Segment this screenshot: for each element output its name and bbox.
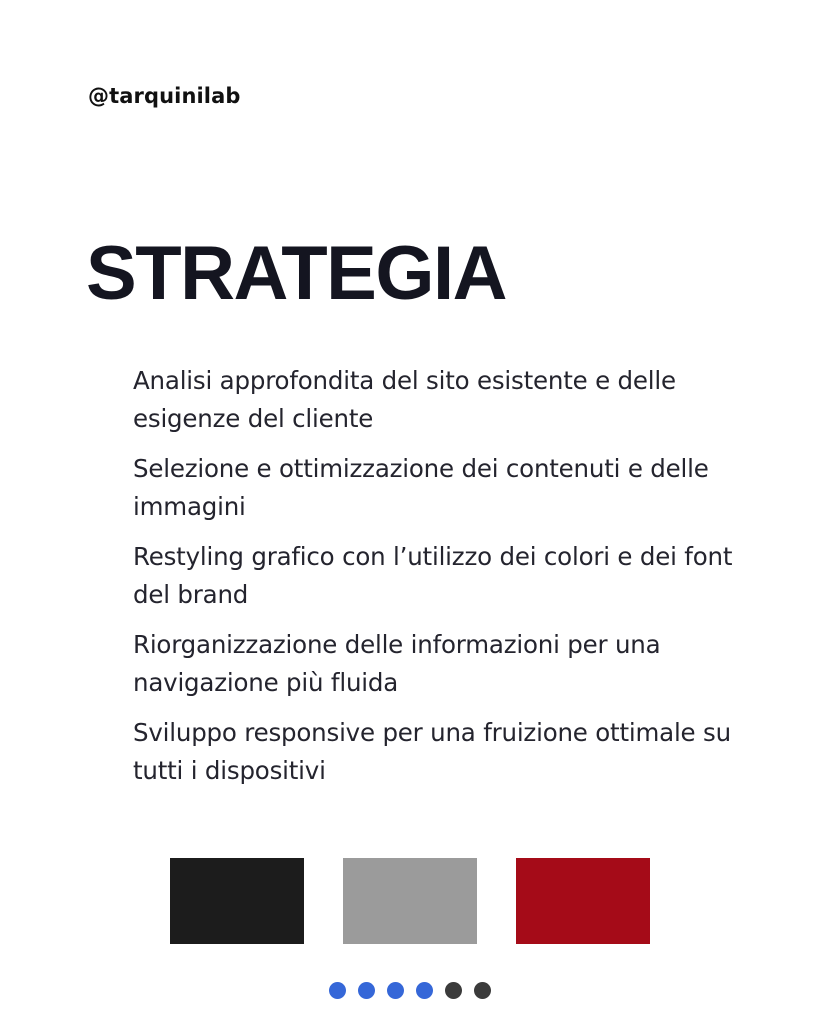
color-swatch-gray (343, 858, 477, 944)
page-title: STRATEGIA (86, 231, 506, 316)
strategy-list (133, 362, 773, 802)
account-handle: @tarquinilab (88, 84, 241, 108)
strategy-item-content-selection: Selezione e ottimizzazione dei contenuti e delle immagini (133, 454, 709, 521)
pagination-dot-3[interactable] (387, 982, 404, 999)
carousel-pagination (329, 982, 491, 999)
pagination-dot-6[interactable] (474, 982, 491, 999)
strategy-item-analysis: Analisi approfondita del sito esistente e delle esigenze del cliente (133, 366, 676, 433)
pagination-dot-1[interactable] (329, 982, 346, 999)
color-swatch-red (516, 858, 650, 944)
strategy-item-restyling: Restyling grafico con l’utilizzo dei colori e dei font del brand (133, 542, 733, 609)
pagination-dot-2[interactable] (358, 982, 375, 999)
pagination-dot-5[interactable] (445, 982, 462, 999)
pagination-dot-4[interactable] (416, 982, 433, 999)
color-swatch-black (170, 858, 304, 944)
color-palette (170, 858, 650, 944)
strategy-item-responsive: Sviluppo responsive per una fruizione ottimale su tutti i dispositivi (133, 718, 731, 785)
strategy-item-reorganization: Riorganizzazione delle informazioni per una navigazione più fluida (133, 630, 661, 697)
